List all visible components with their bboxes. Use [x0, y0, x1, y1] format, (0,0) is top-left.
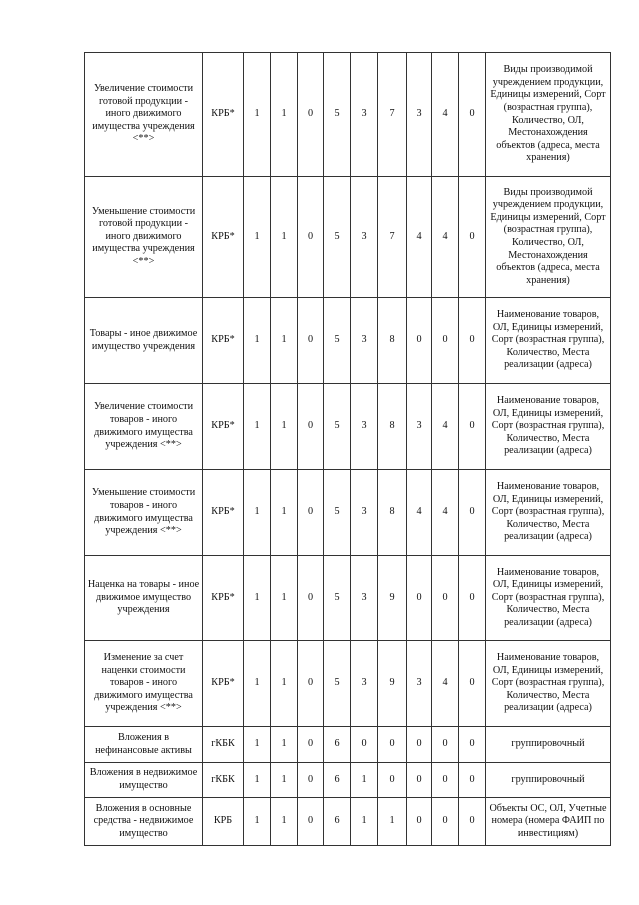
code-digit-cell: 6 — [324, 727, 351, 763]
code-digit-cell: 4 — [407, 470, 432, 556]
code-digit-cell: 5 — [324, 298, 351, 384]
account-name-cell: Уменьшение стоимости готовой продукции - иного движимого имущества учреждения <**> — [85, 177, 203, 298]
table-row — [85, 53, 611, 177]
code-digit-cell: 6 — [324, 798, 351, 846]
code-digit-cell: 5 — [324, 384, 351, 470]
account-type-cell: КРБ* — [203, 384, 244, 470]
table-body — [85, 53, 611, 846]
code-digit-cell: 0 — [378, 727, 407, 763]
code-digit-cell: 0 — [298, 177, 324, 298]
account-type-cell: гКБК — [203, 763, 244, 798]
account-name-cell: Изменение за счет наценки стоимости товаров - иного движимого имущества учреждения <**> — [85, 641, 203, 727]
analytics-description-cell: Объекты ОС, ОЛ, Учетные номера (номера ФАИП по инвестициям) — [486, 798, 611, 846]
account-name-cell: Увеличение стоимости товаров - иного движимого имущества учреждения <**> — [85, 384, 203, 470]
code-digit-cell: 0 — [432, 763, 459, 798]
code-digit-cell: 1 — [271, 641, 298, 727]
code-digit-cell: 0 — [459, 177, 486, 298]
account-name-cell: Вложения в недвижимое имущество — [85, 763, 203, 798]
code-digit-cell: 5 — [324, 641, 351, 727]
code-digit-cell: 1 — [244, 763, 271, 798]
code-digit-cell: 0 — [407, 798, 432, 846]
code-digit-cell: 3 — [351, 470, 378, 556]
code-digit-cell: 1 — [244, 470, 271, 556]
code-digit-cell: 1 — [244, 53, 271, 177]
analytics-description-cell: Наименование товаров, ОЛ, Единицы измерений, Сорт (возрастная группа), Количество, Места реализации (адреса) — [486, 384, 611, 470]
table-row — [85, 384, 611, 470]
code-digit-cell: 3 — [407, 384, 432, 470]
table-row — [85, 470, 611, 556]
code-digit-cell: 1 — [244, 798, 271, 846]
analytics-description-cell: Наименование товаров, ОЛ, Единицы измерений, Сорт (возрастная группа), Количество, Места реализации (адреса) — [486, 298, 611, 384]
code-digit-cell: 5 — [324, 53, 351, 177]
code-digit-cell: 9 — [378, 641, 407, 727]
code-digit-cell: 8 — [378, 470, 407, 556]
code-digit-cell: 7 — [378, 177, 407, 298]
account-type-cell: КРБ — [203, 798, 244, 846]
code-digit-cell: 3 — [351, 384, 378, 470]
code-digit-cell: 0 — [459, 470, 486, 556]
code-digit-cell: 1 — [271, 53, 298, 177]
code-digit-cell: 1 — [271, 177, 298, 298]
code-digit-cell: 7 — [378, 53, 407, 177]
analytics-description-cell: Виды производимой учреждением продукции, Единицы измерений, Сорт (возрастная группа), Количество, ОЛ, Местонахождения объектов (адреса, места хранения) — [486, 53, 611, 177]
code-digit-cell: 5 — [324, 470, 351, 556]
code-digit-cell: 4 — [432, 470, 459, 556]
code-digit-cell: 0 — [432, 798, 459, 846]
code-digit-cell: 4 — [432, 641, 459, 727]
code-digit-cell: 0 — [298, 53, 324, 177]
code-digit-cell: 1 — [244, 177, 271, 298]
code-digit-cell: 0 — [298, 556, 324, 641]
code-digit-cell: 8 — [378, 384, 407, 470]
code-digit-cell: 0 — [432, 727, 459, 763]
code-digit-cell: 0 — [298, 470, 324, 556]
code-digit-cell: 3 — [351, 556, 378, 641]
account-name-cell: Уменьшение стоимости товаров - иного движимого имущества учреждения <**> — [85, 470, 203, 556]
analytics-description-cell: группировочный — [486, 763, 611, 798]
code-digit-cell: 0 — [459, 53, 486, 177]
analytics-description-cell: Наименование товаров, ОЛ, Единицы измерений, Сорт (возрастная группа), Количество, Места реализации (адреса) — [486, 470, 611, 556]
account-name-cell: Товары - иное движимое имущество учреждения — [85, 298, 203, 384]
code-digit-cell: 0 — [298, 763, 324, 798]
code-digit-cell: 0 — [459, 298, 486, 384]
code-digit-cell: 1 — [271, 470, 298, 556]
code-digit-cell: 0 — [407, 298, 432, 384]
code-digit-cell: 0 — [407, 763, 432, 798]
code-digit-cell: 1 — [351, 763, 378, 798]
account-type-cell: КРБ* — [203, 53, 244, 177]
code-digit-cell: 0 — [298, 641, 324, 727]
code-digit-cell: 8 — [378, 298, 407, 384]
code-digit-cell: 1 — [271, 763, 298, 798]
code-digit-cell: 9 — [378, 556, 407, 641]
analytics-description-cell: Наименование товаров, ОЛ, Единицы измерений, Сорт (возрастная группа), Количество, Места реализации (адреса) — [486, 641, 611, 727]
code-digit-cell: 4 — [432, 384, 459, 470]
code-digit-cell: 0 — [432, 298, 459, 384]
code-digit-cell: 1 — [244, 727, 271, 763]
code-digit-cell: 0 — [378, 763, 407, 798]
code-digit-cell: 3 — [351, 298, 378, 384]
code-digit-cell: 0 — [298, 798, 324, 846]
code-digit-cell: 3 — [351, 53, 378, 177]
table-row — [85, 798, 611, 846]
code-digit-cell: 4 — [432, 177, 459, 298]
code-digit-cell: 1 — [378, 798, 407, 846]
code-digit-cell: 3 — [351, 641, 378, 727]
accounts-table — [84, 52, 611, 846]
code-digit-cell: 0 — [432, 556, 459, 641]
code-digit-cell: 0 — [459, 556, 486, 641]
code-digit-cell: 0 — [407, 556, 432, 641]
account-type-cell: КРБ* — [203, 177, 244, 298]
account-name-cell: Наценка на товары - иное движимое имущество учреждения — [85, 556, 203, 641]
code-digit-cell: 1 — [244, 384, 271, 470]
code-digit-cell: 1 — [271, 727, 298, 763]
account-name-cell: Вложения в основные средства - недвижимое имущество — [85, 798, 203, 846]
table-row — [85, 177, 611, 298]
code-digit-cell: 1 — [271, 384, 298, 470]
code-digit-cell: 0 — [298, 727, 324, 763]
account-type-cell: КРБ* — [203, 641, 244, 727]
code-digit-cell: 0 — [298, 384, 324, 470]
code-digit-cell: 1 — [351, 798, 378, 846]
analytics-description-cell: Виды производимой учреждением продукции, Единицы измерений, Сорт (возрастная группа), Количество, ОЛ, Местонахождения объектов (адреса, места хранения) — [486, 177, 611, 298]
code-digit-cell: 1 — [271, 556, 298, 641]
account-type-cell: КРБ* — [203, 470, 244, 556]
code-digit-cell: 0 — [351, 727, 378, 763]
account-type-cell: гКБК — [203, 727, 244, 763]
code-digit-cell: 6 — [324, 763, 351, 798]
account-type-cell: КРБ* — [203, 556, 244, 641]
code-digit-cell: 3 — [351, 177, 378, 298]
code-digit-cell: 4 — [407, 177, 432, 298]
analytics-description-cell: группировочный — [486, 727, 611, 763]
code-digit-cell: 0 — [298, 298, 324, 384]
table-row — [85, 641, 611, 727]
code-digit-cell: 3 — [407, 53, 432, 177]
table-row — [85, 763, 611, 798]
table-row — [85, 727, 611, 763]
account-name-cell: Вложения в нефинансовые активы — [85, 727, 203, 763]
account-name-cell: Увеличение стоимости готовой продукции - иного движимого имущества учреждения <**> — [85, 53, 203, 177]
code-digit-cell: 0 — [459, 798, 486, 846]
code-digit-cell: 5 — [324, 177, 351, 298]
code-digit-cell: 5 — [324, 556, 351, 641]
code-digit-cell: 3 — [407, 641, 432, 727]
code-digit-cell: 0 — [407, 727, 432, 763]
table-row — [85, 556, 611, 641]
account-type-cell: КРБ* — [203, 298, 244, 384]
code-digit-cell: 1 — [244, 298, 271, 384]
code-digit-cell: 0 — [459, 384, 486, 470]
code-digit-cell: 1 — [244, 556, 271, 641]
code-digit-cell: 0 — [459, 641, 486, 727]
analytics-description-cell: Наименование товаров, ОЛ, Единицы измерений, Сорт (возрастная группа), Количество, Места реализации (адреса) — [486, 556, 611, 641]
code-digit-cell: 0 — [459, 727, 486, 763]
code-digit-cell: 1 — [271, 298, 298, 384]
code-digit-cell: 0 — [459, 763, 486, 798]
code-digit-cell: 1 — [244, 641, 271, 727]
code-digit-cell: 4 — [432, 53, 459, 177]
code-digit-cell: 1 — [271, 798, 298, 846]
table-row — [85, 298, 611, 384]
